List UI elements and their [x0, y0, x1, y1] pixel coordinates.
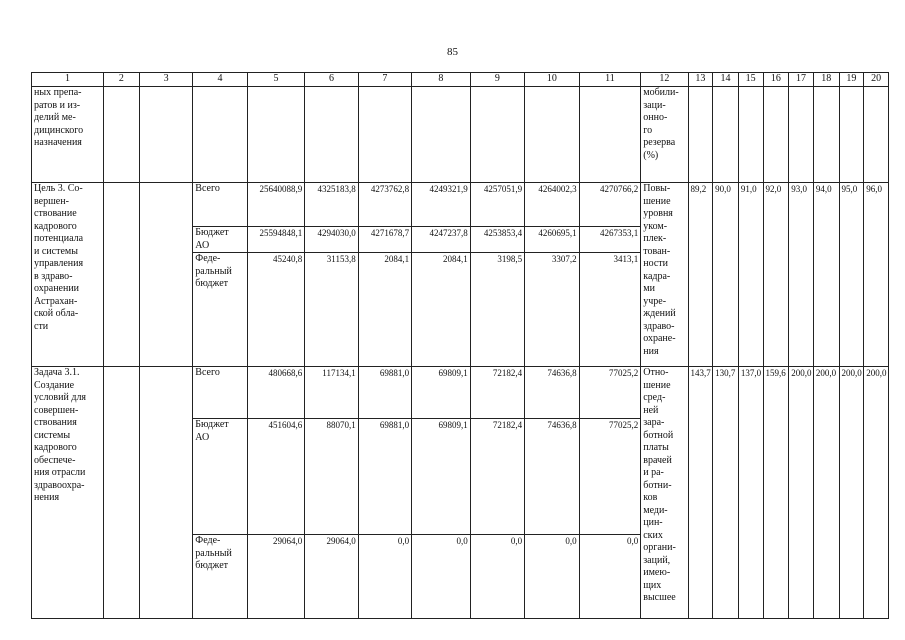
empty-cell	[738, 87, 763, 183]
header-row	[32, 73, 889, 87]
target-value: 130,7	[713, 367, 739, 619]
funding-source: Бюджет АО	[193, 227, 247, 253]
amount-cell: 0,0	[470, 535, 524, 619]
empty-cell	[470, 87, 524, 183]
amount-cell: 25640088,9	[247, 183, 305, 227]
amount-cell: 4270766,2	[579, 183, 641, 227]
amount-cell: 29064,0	[247, 535, 305, 619]
amount-cell: 0,0	[579, 535, 641, 619]
empty-cell	[688, 87, 713, 183]
header-col-12: 12	[641, 73, 688, 87]
amount-cell: 25594848,1	[247, 227, 305, 253]
amount-cell: 4260695,1	[525, 227, 579, 253]
empty-cell	[247, 87, 305, 183]
amount-cell: 69809,1	[412, 367, 471, 419]
header-col-7: 7	[358, 73, 411, 87]
task-3-1-row	[32, 367, 889, 419]
target-value: 200,0	[813, 367, 839, 619]
amount-cell: 117134,1	[305, 367, 358, 419]
target-value: 143,7	[688, 367, 713, 619]
empty-cell	[139, 183, 192, 367]
amount-cell: 69809,1	[412, 419, 471, 535]
empty-cell	[412, 87, 471, 183]
continuation-indicator-text: мобили- заци- онно- го резерва (%)	[641, 87, 688, 183]
target-value: 200,0	[864, 367, 889, 619]
goal-3-row	[32, 183, 889, 227]
amount-cell: 0,0	[412, 535, 471, 619]
empty-cell	[813, 87, 839, 183]
header-col-5: 5	[247, 73, 305, 87]
amount-cell: 0,0	[525, 535, 579, 619]
target-value: 94,0	[813, 183, 839, 367]
header-col-14: 14	[713, 73, 739, 87]
funding-source: Феде- ральный бюджет	[193, 535, 247, 619]
amount-cell: 4267353,1	[579, 227, 641, 253]
target-value: 95,0	[839, 183, 864, 367]
amount-cell: 2084,1	[358, 253, 411, 367]
target-value: 137,0	[738, 367, 763, 619]
amount-cell: 77025,2	[579, 419, 641, 535]
empty-cell	[579, 87, 641, 183]
header-col-1: 1	[32, 73, 104, 87]
amount-cell: 480668,6	[247, 367, 305, 419]
target-value: 91,0	[738, 183, 763, 367]
goal-3-title: Цель 3. Со- вершен- ствование кадрового потенциала и системы управления в здраво- охранении Астрахан- ской обла- сти	[32, 183, 104, 367]
page-number: 85	[447, 46, 458, 58]
empty-cell	[763, 87, 789, 183]
amount-cell: 74636,8	[525, 419, 579, 535]
header-col-8: 8	[412, 73, 471, 87]
amount-cell: 3307,2	[525, 253, 579, 367]
amount-cell: 4273762,8	[358, 183, 411, 227]
target-value: 90,0	[713, 183, 739, 367]
amount-cell: 4294030,0	[305, 227, 358, 253]
empty-cell	[839, 87, 864, 183]
header-col-9: 9	[470, 73, 524, 87]
empty-cell	[789, 87, 814, 183]
amount-cell: 74636,8	[525, 367, 579, 419]
header-col-3: 3	[139, 73, 192, 87]
funding-source: Всего	[193, 367, 247, 419]
target-value: 96,0	[864, 183, 889, 367]
amount-cell: 2084,1	[412, 253, 471, 367]
amount-cell: 72182,4	[470, 367, 524, 419]
amount-cell: 3413,1	[579, 253, 641, 367]
header-col-4: 4	[193, 73, 247, 87]
budget-table	[31, 72, 889, 619]
continuation-row	[32, 87, 889, 183]
continuation-item-text: ных препа- ратов и из- делий ме- дицинского назначения	[32, 87, 104, 183]
empty-cell	[103, 87, 139, 183]
funding-source: Феде- ральный бюджет	[193, 253, 247, 367]
task-3-1-indicator: Отно- шение сред- ней зара- ботной платы врачей и ра- ботни- ков меди- цин- ских органи- заций, имею- щих высшее	[641, 367, 688, 619]
funding-source: Бюджет АО	[193, 419, 247, 535]
goal-3-indicator: Повы- шение уровня уком- плек- тован- ности кадра- ми учре- ждений здраво- охране- ния	[641, 183, 688, 367]
amount-cell: 4247237,8	[412, 227, 471, 253]
header-col-10: 10	[525, 73, 579, 87]
empty-cell	[103, 183, 139, 367]
target-value: 93,0	[789, 183, 814, 367]
amount-cell: 69881,0	[358, 367, 411, 419]
empty-cell	[305, 87, 358, 183]
amount-cell: 69881,0	[358, 419, 411, 535]
target-value: 200,0	[839, 367, 864, 619]
header-col-16: 16	[763, 73, 789, 87]
empty-cell	[358, 87, 411, 183]
header-col-6: 6	[305, 73, 358, 87]
amount-cell: 4249321,9	[412, 183, 471, 227]
target-value: 92,0	[763, 183, 789, 367]
target-value: 159,6	[763, 367, 789, 619]
empty-cell	[103, 367, 139, 619]
amount-cell: 31153,8	[305, 253, 358, 367]
header-col-13: 13	[688, 73, 713, 87]
header-col-11: 11	[579, 73, 641, 87]
header-col-17: 17	[789, 73, 814, 87]
header-col-2: 2	[103, 73, 139, 87]
amount-cell: 4257051,9	[470, 183, 524, 227]
empty-cell	[193, 87, 247, 183]
amount-cell: 4271678,7	[358, 227, 411, 253]
target-value: 89,2	[688, 183, 713, 367]
amount-cell: 88070,1	[305, 419, 358, 535]
amount-cell: 77025,2	[579, 367, 641, 419]
task-3-1-title: Задача 3.1. Создание условий для совершен- ствования системы кадрового обеспече- ния отрасли здравоохра- нения	[32, 367, 104, 619]
amount-cell: 45240,8	[247, 253, 305, 367]
amount-cell: 4264002,3	[525, 183, 579, 227]
amount-cell: 29064,0	[305, 535, 358, 619]
empty-cell	[525, 87, 579, 183]
amount-cell: 0,0	[358, 535, 411, 619]
header-col-15: 15	[738, 73, 763, 87]
amount-cell: 72182,4	[470, 419, 524, 535]
empty-cell	[139, 367, 192, 619]
amount-cell: 3198,5	[470, 253, 524, 367]
amount-cell: 4253853,4	[470, 227, 524, 253]
target-value: 200,0	[789, 367, 814, 619]
amount-cell: 451604,6	[247, 419, 305, 535]
empty-cell	[139, 87, 192, 183]
amount-cell: 4325183,8	[305, 183, 358, 227]
empty-cell	[864, 87, 889, 183]
empty-cell	[713, 87, 739, 183]
header-col-19: 19	[839, 73, 864, 87]
header-col-18: 18	[813, 73, 839, 87]
header-col-20: 20	[864, 73, 889, 87]
funding-source: Всего	[193, 183, 247, 227]
